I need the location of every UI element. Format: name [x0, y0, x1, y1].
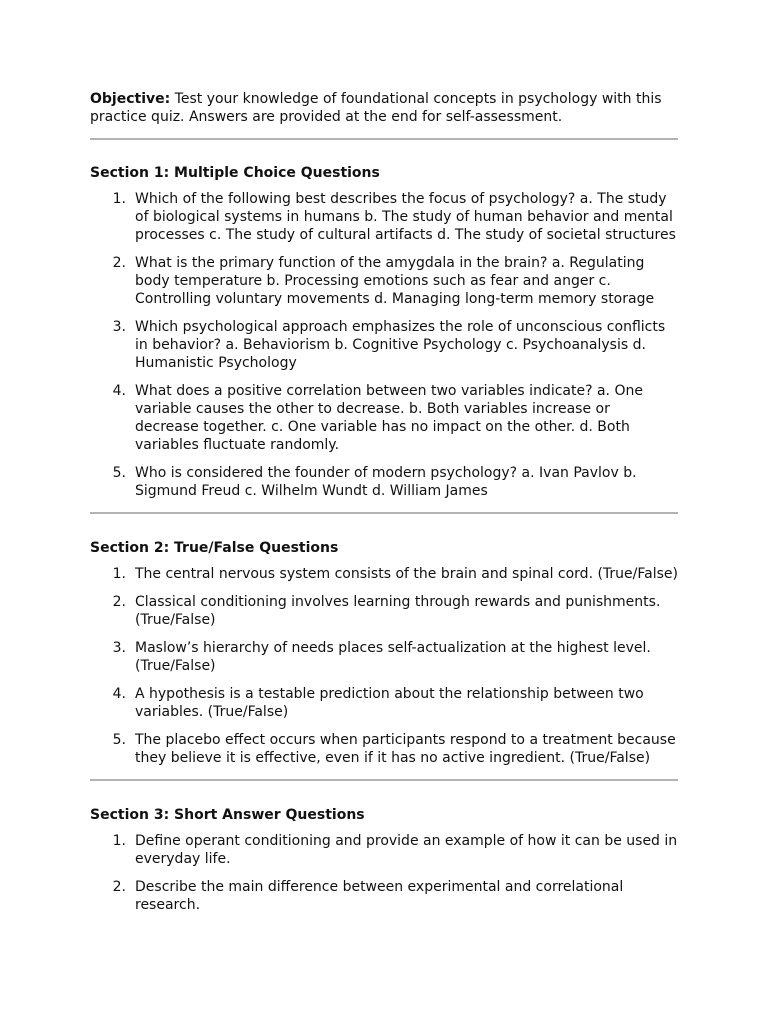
- question-number: 2.: [112, 594, 126, 610]
- question-text: The central nervous system consists of the brain and spinal cord. (True/False): [135, 566, 678, 582]
- question-item: [90, 731, 678, 767]
- section-title: Section 2: True/False Questions: [90, 540, 339, 556]
- question-number: 2.: [112, 255, 126, 271]
- question-number: 1.: [112, 566, 126, 582]
- divider: [90, 138, 678, 140]
- question-list: [90, 190, 678, 500]
- question-item: [90, 464, 678, 500]
- question-item: [90, 190, 678, 244]
- objective-label: Objective:: [90, 91, 171, 107]
- section-short-answer: [90, 806, 678, 914]
- section-multiple-choice: [90, 164, 678, 514]
- question-item: [90, 832, 678, 868]
- divider: [90, 512, 678, 514]
- question-list: [90, 832, 678, 914]
- question-text: What is the primary function of the amygdala in the brain? a. Regulating body temperature b. Processing emotions such as fear and anger c. Controlling voluntary movements d. Managing long-term memory storage: [135, 255, 655, 307]
- question-number: 1.: [112, 833, 126, 849]
- question-text: Maslow’s hierarchy of needs places self-actualization at the highest level. (True/False): [135, 640, 651, 674]
- question-text: A hypothesis is a testable prediction about the relationship between two variables. (True/False): [135, 686, 644, 720]
- question-text: Which of the following best describes the focus of psychology? a. The study of biological systems in humans b. The study of human behavior and mental processes c. The study of cultural artifacts d. The study of societal structures: [135, 191, 676, 243]
- question-number: 2.: [112, 879, 126, 895]
- question-text: Who is considered the founder of modern psychology? a. Ivan Pavlov b. Sigmund Freud c. Wilhelm Wundt d. William James: [135, 465, 637, 499]
- question-item: [90, 254, 678, 308]
- question-number: 3.: [112, 640, 126, 656]
- question-text: Classical conditioning involves learning through rewards and punishments. (True/False): [135, 594, 661, 628]
- question-text: The placebo effect occurs when participants respond to a treatment because they believe it is effective, even if it has no active ingredient. (True/False): [135, 732, 676, 766]
- objective-text: Test your knowledge of foundational concepts in psychology with this practice quiz. Answers are provided at the end for self-assessment.: [90, 91, 662, 125]
- question-item: [90, 318, 678, 372]
- objective-paragraph: [90, 90, 678, 126]
- question-text: Define operant conditioning and provide an example of how it can be used in everyday life.: [135, 833, 678, 867]
- question-item: [90, 382, 678, 454]
- question-number: 5.: [112, 465, 126, 481]
- question-text: What does a positive correlation between two variables indicate? a. One variable causes the other to decrease. b. Both variables increase or decrease together. c. One variable has no impact on the other. d. Both variables fluctuate randomly.: [135, 383, 643, 453]
- divider: [90, 779, 678, 781]
- question-number: 4.: [112, 686, 126, 702]
- section-true-false: [90, 539, 678, 781]
- question-number: 5.: [112, 732, 126, 748]
- question-item: [90, 593, 678, 629]
- question-item: [90, 639, 678, 675]
- question-number: 1.: [112, 191, 126, 207]
- question-item: [90, 565, 678, 583]
- question-item: [90, 685, 678, 721]
- quiz-document: [90, 90, 678, 914]
- question-text: Describe the main difference between experimental and correlational research.: [135, 879, 624, 913]
- question-number: 4.: [112, 383, 126, 399]
- question-number: 3.: [112, 319, 126, 335]
- section-title: Section 1: Multiple Choice Questions: [90, 165, 380, 181]
- question-text: Which psychological approach emphasizes the role of unconscious conflicts in behavior? a. Behaviorism b. Cognitive Psychology c. Psychoanalysis d. Humanistic Psychology: [135, 319, 666, 371]
- question-list: [90, 565, 678, 767]
- section-title: Section 3: Short Answer Questions: [90, 807, 365, 823]
- question-item: [90, 878, 678, 914]
